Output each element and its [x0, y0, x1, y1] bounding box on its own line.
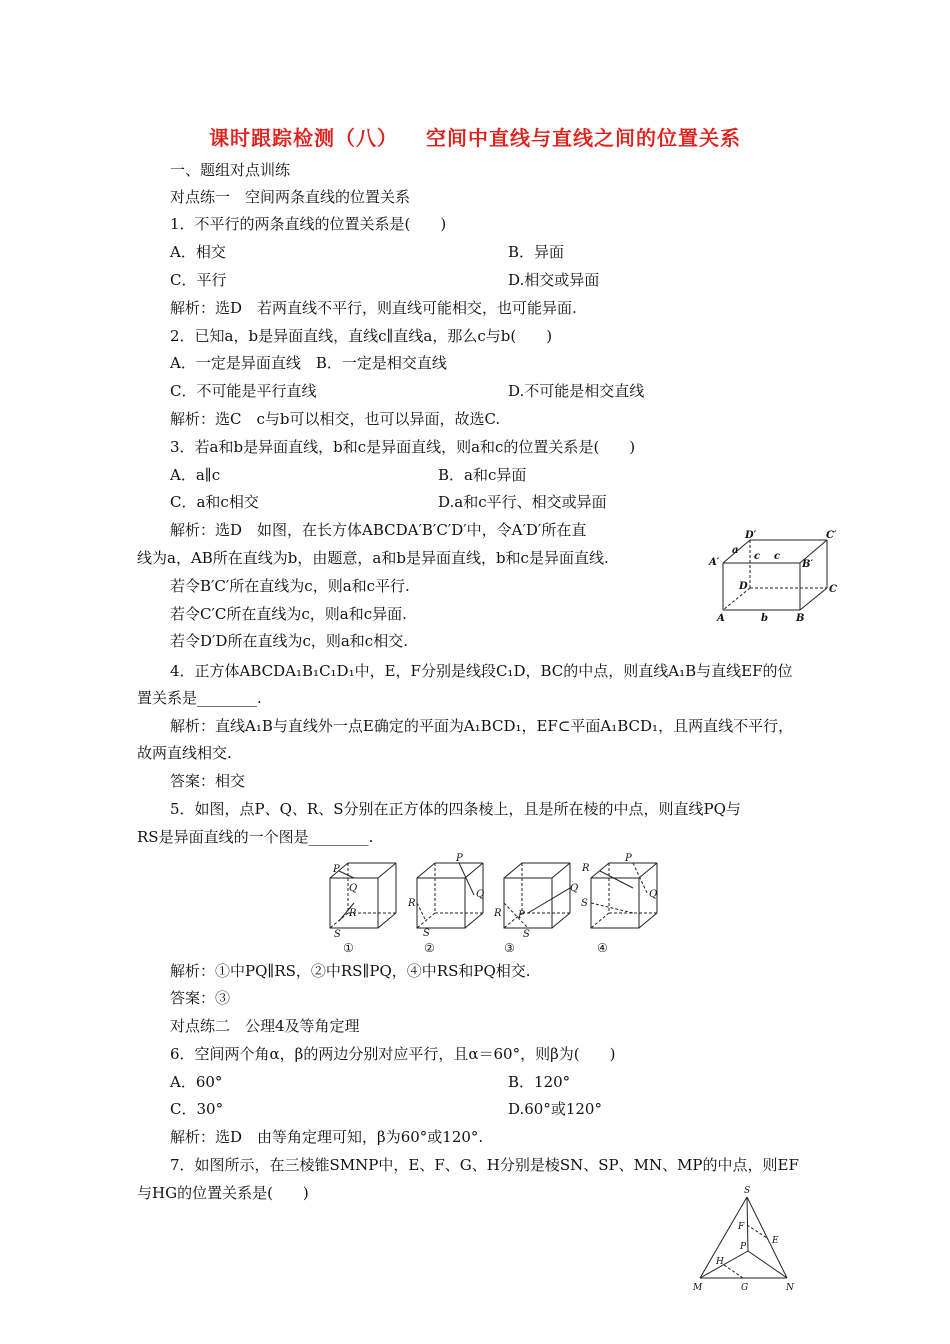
q5-c1-label-s: S	[334, 929, 341, 940]
q5-c4-label-q: Q	[649, 889, 658, 900]
q3-stem: 3．若a和b是异面直线，b和c是异面直线，则a和c的位置关系是( )	[170, 438, 636, 456]
q7-label-p: P	[740, 1242, 747, 1252]
q7-label-e: E	[772, 1236, 779, 1246]
q5-figure-number-1: ①	[343, 941, 354, 955]
q6-stem: 6．空间两个角α，β的两边分别对应平行，且α＝60°，则β为( )	[170, 1045, 616, 1063]
q7-stem-line2: 与HG的位置关系是( )	[137, 1184, 309, 1202]
q6-option-d: D.60°或120°	[508, 1100, 602, 1118]
q7-label-n: N	[786, 1283, 794, 1293]
title-sub: 空间中直线与直线之间的位置关系	[426, 126, 741, 150]
q5-c1-label-p: P	[333, 864, 340, 875]
q3-option-b: B．a和c异面	[438, 466, 527, 484]
page-title	[0, 122, 950, 151]
q4-solution-line2: 故两直线相交.	[137, 744, 232, 762]
q3-label-a1: A′	[709, 557, 720, 568]
q4-solution-line1: 解析：直线A₁B与直线外一点E确定的平面为A₁BCD₁，EF⊂平面A₁BCD₁，且两直线不平行，	[170, 717, 794, 735]
q5-c3-label-q: Q	[570, 883, 579, 894]
q1-option-d: D.相交或异面	[508, 271, 600, 289]
q1-solution: 解析：选D 若两直线不平行，则直线可能相交，也可能异面.	[170, 299, 577, 317]
q3-label-a: A	[717, 613, 725, 624]
q3-cuboid-figure	[705, 528, 845, 628]
q5-c3-label-p: P	[518, 910, 525, 921]
q7-label-g: G	[741, 1283, 749, 1293]
q5-c4-label-p: P	[625, 853, 632, 864]
q5-c4-label-s: S	[581, 898, 588, 909]
drill-heading-1: 对点练一 空间两条直线的位置关系	[170, 188, 411, 206]
q7-stem-line1: 7．如图所示，在三棱锥SMNP中，E、F、G、H分别是棱SN、SP、MN、MP的中点，则EF	[170, 1156, 799, 1174]
q6-solution: 解析：选D 由等角定理可知，β为60°或120°.	[170, 1128, 484, 1146]
q5-figure-number-2: ②	[424, 941, 435, 955]
q5-c1-label-r: R	[349, 908, 357, 919]
q5-cubes-figure	[322, 853, 667, 958]
q3-label-c: C	[829, 584, 837, 595]
q3-option-a: A．a∥c	[170, 466, 221, 484]
q7-label-m: M	[693, 1283, 703, 1293]
q7-label-f: F	[738, 1222, 745, 1232]
q5-c2-label-s: S	[423, 928, 430, 939]
q3-label-line-c-2: c	[774, 551, 781, 562]
q3-label-line-c-1: c	[754, 551, 761, 562]
q4-stem-line2: 置关系是________.	[137, 689, 262, 707]
q5-c3-label-r: R	[494, 908, 502, 919]
q1-stem: 1．不平行的两条直线的位置关系是( )	[170, 215, 447, 233]
q2-option-d: D.不可能是相交直线	[508, 382, 645, 400]
q5-c3-label-s: S	[523, 929, 530, 940]
title-main: 课时跟踪检测（八）	[209, 126, 398, 150]
q3-solution-line2: 线为a，AB所在直线为b，由题意，a和b是异面直线，b和c是异面直线.	[137, 549, 609, 567]
q5-c1-label-q: Q	[349, 883, 358, 894]
q2-option-c: C．不可能是平行直线	[170, 382, 317, 400]
q7-label-h: H	[716, 1257, 724, 1267]
q7-tetrahedron-figure	[690, 1183, 800, 1295]
q3-solution-line4: 若令C′C所在直线为c，则a和c异面.	[170, 605, 407, 623]
q5-answer: 答案：③	[170, 989, 231, 1007]
q3-label-d: D	[739, 581, 748, 592]
drill-heading-2: 对点练二 公理4及等角定理	[170, 1017, 360, 1035]
q3-solution-line1: 解析：选D 如图，在长方体ABCDA′B′C′D′中，令A′D′所在直	[170, 521, 587, 539]
q5-c2-label-q: Q	[476, 889, 485, 900]
q2-stem: 2．已知a，b是异面直线，直线c∥直线a，那么c与b( )	[170, 327, 553, 345]
q3-solution-line3: 若令B′C′所在直线为c，则a和c平行.	[170, 577, 410, 595]
section-heading: 一、题组对点训练	[170, 161, 291, 179]
q1-option-a: A．相交	[170, 243, 226, 261]
q3-option-d: D.a和c平行、相交或异面	[438, 493, 607, 511]
q5-c2-label-r: R	[408, 898, 416, 909]
q3-label-c1: C′	[826, 530, 837, 541]
q1-option-b: B．异面	[508, 243, 565, 261]
q5-figure-number-3: ③	[504, 941, 515, 955]
q6-option-c: C．30°	[170, 1100, 224, 1118]
q7-label-s: S	[744, 1186, 751, 1196]
q3-label-d1: D′	[745, 530, 757, 541]
q4-stem-line1: 4．正方体ABCDA₁B₁C₁D₁中，E，F分别是线段C₁D，BC的中点，则直线A₁B与直线EF的位	[170, 662, 793, 680]
q5-stem-line1: 5．如图，点P、Q、R、S分别在正方体的四条棱上，且是所在棱的中点，则直线PQ与	[170, 800, 741, 818]
q3-label-b1: B′	[802, 559, 814, 570]
q6-option-b: B．120°	[508, 1073, 571, 1091]
q5-figure-number-4: ④	[597, 941, 608, 955]
q2-options-ab: A．一定是异面直线 B．一定是相交直线	[170, 354, 447, 372]
q1-option-c: C．平行	[170, 271, 227, 289]
q5-solution: 解析：①中PQ∥RS，②中RS∥PQ，④中RS和PQ相交.	[170, 962, 531, 980]
q3-solution-line5: 若令D′D所在直线为c，则a和c相交.	[170, 632, 408, 650]
q3-label-b: B	[796, 613, 805, 624]
q4-answer: 答案：相交	[170, 772, 246, 790]
q3-label-line-a: a	[732, 545, 739, 556]
q3-option-c: C．a和c相交	[170, 493, 259, 511]
q6-option-a: A．60°	[170, 1073, 223, 1091]
q5-c2-label-p: P	[456, 853, 463, 864]
q2-solution: 解析：选C c与b可以相交，也可以异面，故选C.	[170, 410, 501, 428]
q3-label-line-b: b	[761, 613, 768, 624]
q5-stem-line2: RS是异面直线的一个图是________.	[137, 828, 374, 846]
q5-c4-label-r: R	[582, 863, 590, 874]
